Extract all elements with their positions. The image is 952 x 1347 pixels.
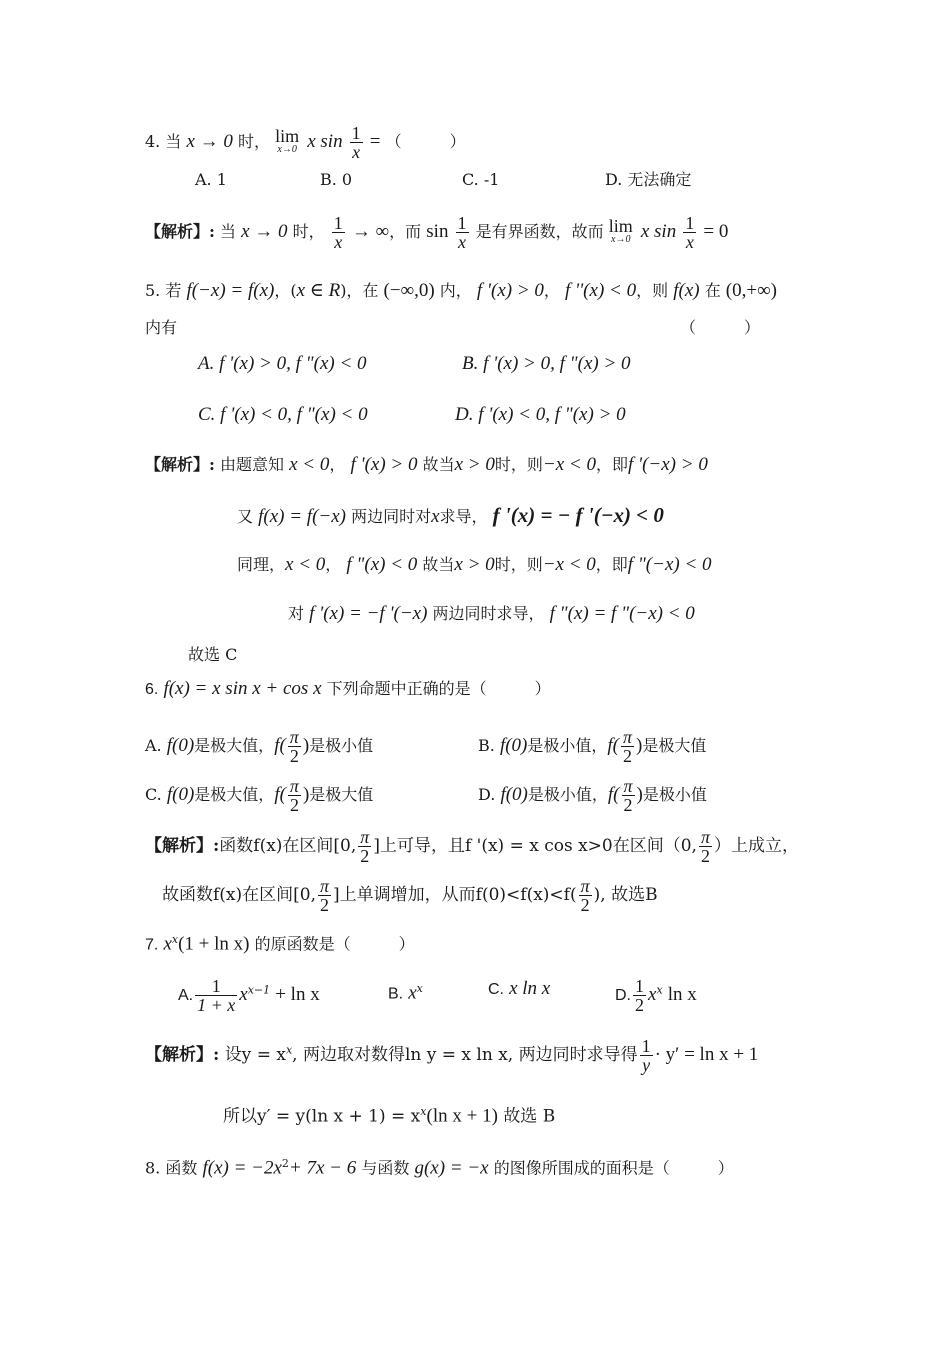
q4-question [145,124,466,161]
q5-option-b: B. f '(x) > 0, f "(x) > 0 [462,353,631,374]
q6-option-b: B. f(0)是极小值，f( $\frac{\pi}{2}$ )是极大值 [478,727,707,766]
q8-question: 8. 函数 $f(x) = -2x^2+ 7x - 6$ 与函数 g(x) = −x 的图像所围成的面积是（ ） [145,1157,734,1179]
sol-math: f '(x) = − f '(−x) < 0 [492,503,664,527]
solution-label: 【解析】: [145,836,220,856]
sol-math: f "(−x) < 0 [627,554,712,575]
sol-math: f "(x) < 0 [346,554,418,575]
sol-fraction: $\frac{1}{x}$ [685,213,695,252]
q5-option-c: C. f '(x) < 0, f "(x) < 0 [198,404,368,425]
q5-math: f '(x) > 0 [476,280,544,301]
q7-number: 7. [145,936,159,954]
solution-label: 【解析】: [145,222,215,241]
sol-text: 由题意知 [220,455,285,474]
sol-text: ， [329,455,346,474]
q6-option-c: C. f(0)是极大值，f( $\frac{\pi}{2}$ )是极大值 [145,776,374,815]
q5-text: 5. 若 [145,281,182,300]
q5-solution-5: 故选 C [188,645,238,664]
q5-question [145,279,777,303]
q4-paren: （ ） [385,132,466,151]
q7-solution-2: 所以y′ = y(ln $x + 1) = x^x(\ln$ x + 1) 故选 B [223,1105,556,1127]
q5-solution-3 [237,553,712,577]
q6-option-a: A. f(0)是极大值，f( $\frac{\pi}{2}$ )是极小值 [145,727,374,766]
sol-text: 对 [288,604,305,623]
solution-label: 【解析】: [145,1045,220,1065]
sol-math: x > 0 [454,454,495,475]
sol-math: x → 0 [241,221,288,242]
q4-option-b: B. 0 [320,170,353,189]
sol-text: 两边同时求导， [432,604,545,623]
q5-math: (0,+∞) [725,280,777,301]
sol-fraction: $\frac{1}{x}$ [333,213,343,252]
sol-math: x [431,506,440,527]
sol-text: 故当 [422,455,455,474]
sol-text: 时， [292,222,325,241]
sol-math: x < 0 [285,554,326,575]
q5-option-d: D. f '(x) < 0, f "(x) > 0 [455,404,626,425]
q5-math: f(x) [673,280,700,301]
q4-condition: x → 0 [186,131,233,152]
q7-question: 7. $x^x(1 + \ln x)$ 的原函数是（ ） [145,933,415,955]
q6-text: 下列命题中正确的是（ ） [326,679,551,698]
sol-fraction: $\frac{1}{x}$ [457,213,467,252]
q5-text: )，在 [340,281,379,300]
q5-solution-4 [288,602,695,626]
q5-option-a: A. f '(x) > 0, f "(x) < 0 [198,353,367,374]
q5-paren: （ ） [680,318,761,337]
sol-math: f '(−x) > 0 [628,454,708,475]
sol-math: x > 0 [454,554,495,575]
q7-text: 的原函数是（ ） [254,934,415,954]
sol-math: = 0 [703,221,729,242]
sol-text: ，即 [595,455,628,474]
q5-text: ，( [274,281,297,300]
q6-question [145,677,551,702]
q5-math: f ''(x) < 0 [565,280,637,301]
q7-option-b: B. $x^x$ [388,982,423,1004]
sol-text: ， [325,555,342,574]
q6-solution-2: 故函数f(x)在区间[0, $\frac{\pi}{2}$ ]上单调增加，从而f(0)<f(x)<f( $\frac{\pi}{2}$ ), 故选B [162,876,658,915]
q6-solution-1: 【解析】:函数f(x)在区间[0, $\frac{\pi}{2}$ ]上可导，且f '(x) = x cos x>0在区间（0, $\frac{\pi}{2}$ ）上成立， [145,827,799,866]
sol-math: sin [426,221,449,242]
sol-text: 时，则 [494,555,543,574]
sol-math: x < 0 [289,454,330,475]
sol-math: f "(x) = f "(−x) < 0 [549,603,695,624]
solution-label: 【解析】: [145,455,215,474]
q7-option-d: D. $\frac{1}{2}$ $x^x$ ln x [615,976,697,1015]
q6-option-d: D. f(0)是极小值，f( $\frac{\pi}{2}$ )是极小值 [478,776,707,815]
q4-fraction: $\frac{1}{x}$ [351,123,361,162]
q4-option-a: A. 1 [195,170,227,189]
sol-math: f '(x) > 0 [350,454,418,475]
q4-limit: lim x→0 [275,125,300,155]
sol-math: f '(x) = −f '(−x) [309,603,428,624]
q7-option-c: C. x ln x [488,978,551,999]
sol-text: 同理， [237,555,286,574]
sol-text: 故当 [422,555,455,574]
sol-text: ，而 [389,222,422,241]
q4-solution [145,214,728,251]
sol-limit: lim x→0 [608,215,633,245]
sol-text: 两边同时对 [351,507,432,526]
q8-number: 8. [145,1158,161,1178]
sol-text: 时，则 [494,455,543,474]
sol-math: −x < 0 [542,454,596,475]
q4-option-d: D. 无法确定 [605,170,692,189]
q4-option-c: C. -1 [462,170,500,189]
sol-text: 是有界函数，故而 [475,222,604,241]
q7-option-a: A. $\frac{1}{1 + x}$ $x^{x-1} + \ln x$ [178,976,320,1015]
q4-text: 当 [165,132,182,151]
q5-text: ， [543,281,560,300]
q5-math: (−∞,0) [383,280,435,301]
q5-text: 在 [704,281,721,300]
q5-math: x ∈ R [296,280,341,301]
q4-number: 4. [145,132,161,151]
q5-solution-2 [237,503,664,529]
sol-text: ，即 [595,555,628,574]
q6-math: f(x) = x sin x + cos x [163,678,322,699]
q7-solution-1: 【解析】: 设$y = x^x$, 两边取对数得ln y = x ln x, 两边同时求导得 $\frac{1}{y}$ · y′ = ln x + 1 [145,1036,759,1075]
q4-equals: = [369,131,381,152]
sol-math: → ∞ [351,221,390,242]
q5-line2: 内有 [145,318,178,337]
sol-math: x sin [640,221,677,242]
q5-math: f(−x) = f(x) [186,280,275,301]
q4-expr: x sin [307,131,343,152]
sol-text: 求导， [439,507,488,526]
sol-math: −x < 0 [542,554,596,575]
sol-math: f(x) = f(−x) [258,506,346,527]
q5-text: ，则 [636,281,669,300]
sol-text: 当 [220,222,237,241]
q4-text: 时， [238,132,271,151]
q5-solution-1 [145,453,708,477]
q6-number: 6. [145,681,159,698]
sol-text: 又 [237,507,254,526]
q5-text: 内， [439,281,472,300]
